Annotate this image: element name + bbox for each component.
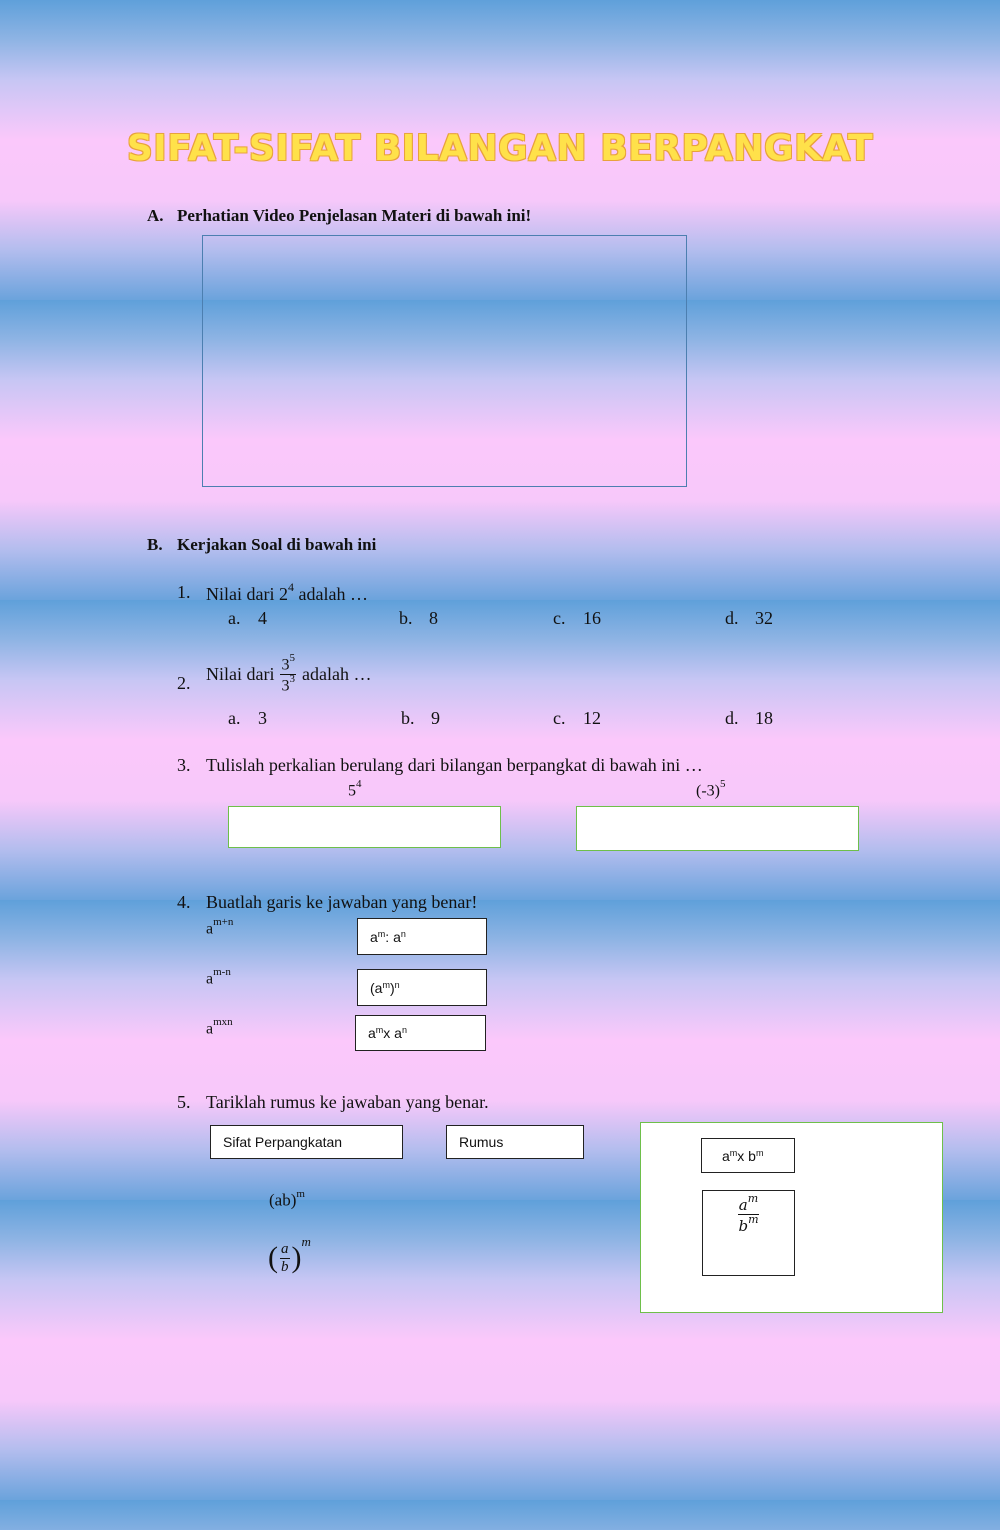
- base: a: [206, 920, 214, 938]
- question-4: [177, 892, 777, 916]
- question-5: [177, 1092, 777, 1116]
- term: : a: [385, 928, 401, 945]
- option-letter: c.: [553, 608, 566, 628]
- fraction: [280, 1242, 290, 1275]
- numerator-exponent: m: [747, 1192, 759, 1205]
- exponent: m: [377, 928, 386, 939]
- option-value: 16: [583, 608, 601, 628]
- question-number: 2.: [177, 673, 191, 693]
- option-c[interactable]: [553, 708, 601, 729]
- section-b-heading: [147, 535, 747, 559]
- option-letter: b.: [399, 608, 413, 628]
- match-right-box-2[interactable]: [357, 969, 487, 1006]
- answer-input-right[interactable]: [576, 806, 859, 851]
- section-a-text: Perhatian Video Penjelasan Materi di bawah ini!: [177, 206, 532, 225]
- question-number: 5.: [177, 1092, 191, 1112]
- power-expression-left: [348, 780, 362, 800]
- answer-box-2[interactable]: [702, 1190, 795, 1276]
- exponent: n: [394, 979, 400, 990]
- section-b-text: Kerjakan Soal di bawah ini: [177, 535, 377, 554]
- option-letter: a.: [228, 708, 241, 728]
- column-header-sifat: Sifat Perpangkatan: [210, 1125, 403, 1159]
- section-a-heading: [147, 206, 747, 230]
- question-1: [177, 582, 777, 606]
- term: a: [722, 1147, 730, 1164]
- fraction: [280, 652, 296, 695]
- option-letter: d.: [725, 708, 739, 728]
- exponent: m-n: [213, 966, 231, 978]
- question-text: Tariklah rumus ke jawaban yang benar.: [206, 1092, 489, 1112]
- exponent: m: [296, 1188, 305, 1200]
- question-prefix: Nilai dari: [206, 664, 275, 685]
- property-expression-2[interactable]: [268, 1236, 311, 1280]
- option-c[interactable]: [553, 608, 601, 629]
- exponent: m: [382, 979, 390, 990]
- column-header-rumus: Rumus: [446, 1125, 584, 1159]
- option-letter: b.: [401, 708, 415, 728]
- exponent: n: [400, 928, 406, 939]
- question-text: Buatlah garis ke jawaban yang benar!: [206, 892, 478, 912]
- term: x b: [737, 1147, 756, 1164]
- exponent: m+n: [213, 916, 234, 928]
- numerator-base: a: [738, 1196, 748, 1214]
- exponent: 4: [356, 778, 362, 790]
- match-left-item-1[interactable]: [206, 918, 233, 938]
- denominator-exponent: m: [748, 1213, 759, 1226]
- base: (-3): [696, 782, 720, 800]
- page-title: SIFAT-SIFAT BILANGAN BERPANGKAT: [126, 128, 874, 169]
- match-right-box-3[interactable]: [355, 1015, 486, 1051]
- exponent: m: [729, 1147, 738, 1158]
- option-d[interactable]: [725, 708, 773, 729]
- exponent: m: [375, 1025, 384, 1035]
- question-3: [177, 755, 877, 779]
- denominator-exponent: 3: [289, 673, 295, 686]
- fraction: [738, 1192, 759, 1275]
- power-expression-right: [696, 780, 725, 800]
- base: 5: [348, 782, 356, 800]
- option-value: 12: [583, 708, 601, 728]
- exponent: 5: [719, 778, 726, 790]
- denominator-base: b: [738, 1217, 749, 1235]
- base: a: [206, 970, 214, 988]
- exponent: m: [301, 1234, 311, 1249]
- denominator: b: [281, 1259, 289, 1275]
- option-value: 4: [258, 608, 267, 628]
- property-expression-1[interactable]: [269, 1190, 305, 1211]
- term: a: [368, 1025, 376, 1041]
- option-letter: d.: [725, 608, 739, 628]
- numerator-base: 3: [281, 656, 290, 674]
- base: a: [206, 1020, 214, 1038]
- numerator-exponent: 5: [289, 652, 295, 664]
- question-text: [206, 582, 368, 605]
- option-value: 8: [429, 608, 438, 628]
- option-d[interactable]: [725, 608, 773, 629]
- question-number: 3.: [177, 755, 191, 775]
- video-embed-area[interactable]: [202, 235, 687, 487]
- question-number: 1.: [177, 582, 191, 602]
- option-value: 18: [755, 708, 773, 728]
- exponent: n: [401, 1025, 407, 1035]
- question-text: Tulislah perkalian berulang dari bilangan berpangkat di bawah ini …: [206, 755, 703, 775]
- option-value: 32: [755, 608, 773, 628]
- answer-box-1[interactable]: [701, 1138, 795, 1173]
- denominator-base: 3: [281, 677, 290, 695]
- option-value: 3: [258, 708, 267, 728]
- term: a: [370, 928, 378, 945]
- term: x a: [383, 1025, 402, 1041]
- question-2: [177, 652, 777, 703]
- question-suffix: adalah …: [301, 664, 372, 685]
- section-a-letter: A.: [147, 206, 164, 225]
- question-suffix: adalah …: [293, 584, 368, 604]
- term: (a: [370, 979, 383, 996]
- term: ): [389, 979, 395, 996]
- answer-input-left[interactable]: [228, 806, 501, 848]
- option-b[interactable]: [401, 708, 440, 729]
- question-prefix: Nilai dari 2: [206, 584, 288, 604]
- question-text: [206, 652, 372, 695]
- right-paren: ): [291, 1241, 302, 1274]
- option-value: 9: [431, 708, 440, 728]
- option-a[interactable]: [228, 708, 267, 729]
- option-letter: c.: [553, 708, 566, 728]
- option-letter: a.: [228, 608, 241, 628]
- match-right-box-1[interactable]: [357, 918, 487, 955]
- match-left-item-3[interactable]: [206, 1018, 233, 1038]
- base: (ab): [269, 1190, 297, 1210]
- match-left-item-2[interactable]: [206, 968, 231, 988]
- question-number: 4.: [177, 892, 191, 912]
- exponent: mxn: [213, 1016, 233, 1028]
- left-paren: (: [268, 1241, 278, 1274]
- exponent: m: [755, 1147, 764, 1158]
- exponent: 4: [287, 580, 294, 594]
- numerator: a: [281, 1241, 289, 1257]
- section-b-letter: B.: [147, 535, 163, 554]
- option-b[interactable]: [399, 608, 438, 629]
- option-a[interactable]: [228, 608, 267, 629]
